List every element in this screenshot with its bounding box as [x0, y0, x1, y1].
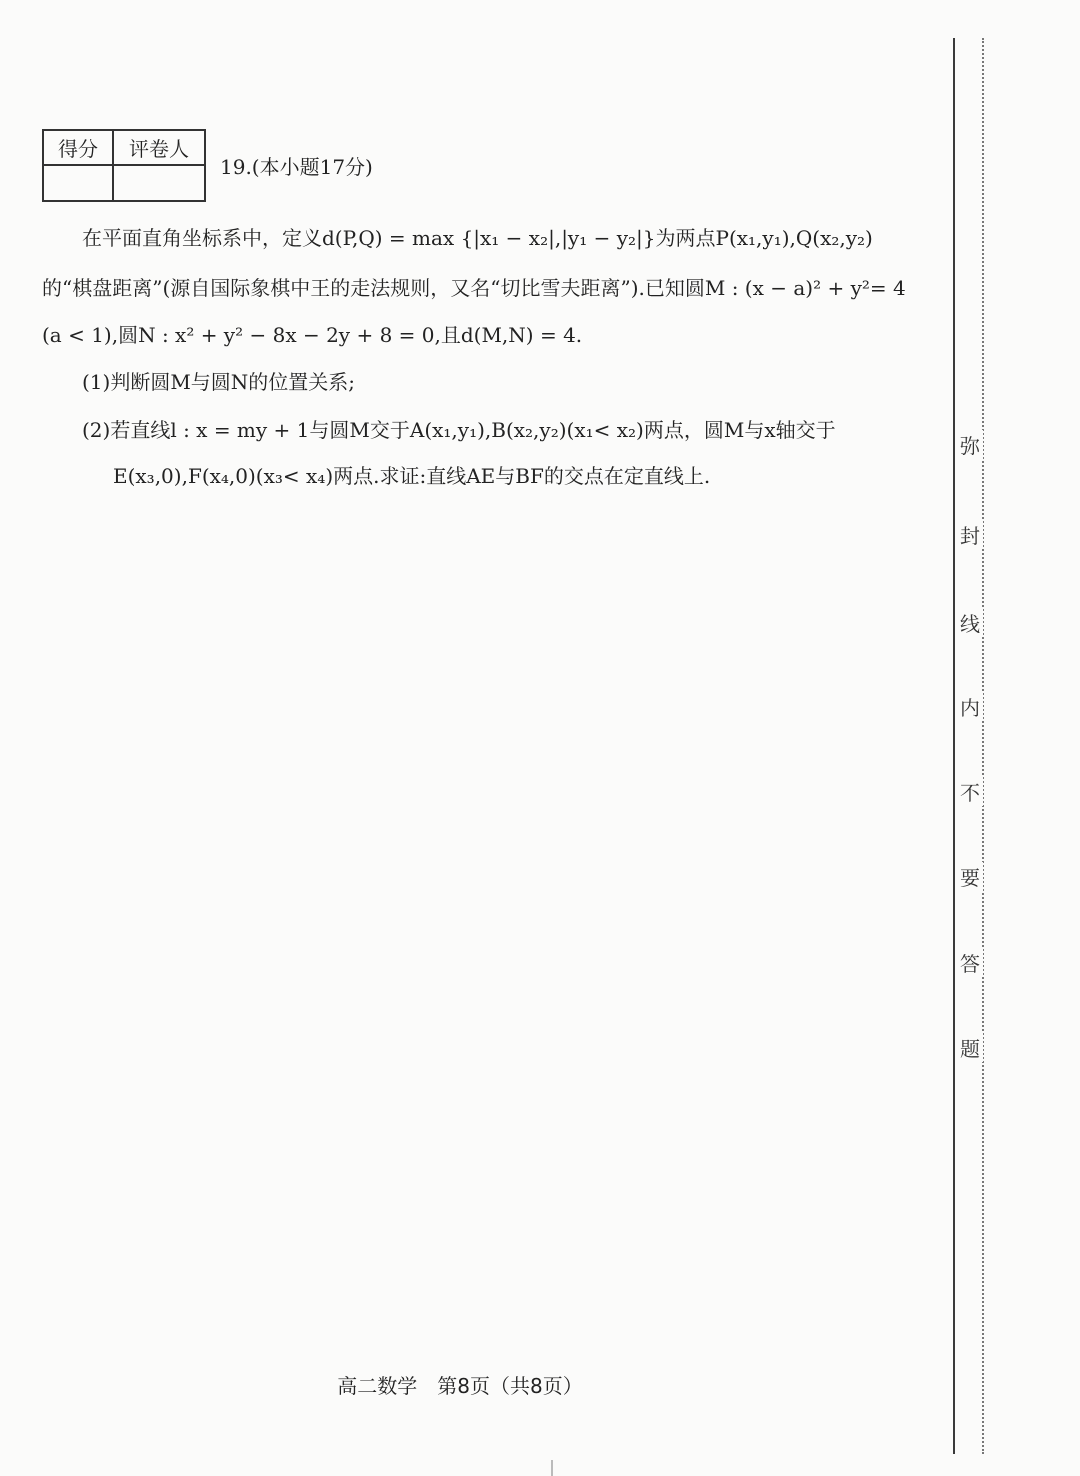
seal-char: 不: [957, 777, 983, 806]
seal-char: 线: [957, 608, 983, 637]
grader-cell[interactable]: [113, 165, 205, 201]
seal-char: 答: [957, 948, 983, 977]
score-cell[interactable]: [43, 165, 113, 201]
sub-question-2-continued: E(x₃,0),F(x₄,0)(x₃< x₄)两点.求证:直线AE与BF的交点在定直线上.: [113, 464, 711, 488]
question-line-1: 在平面直角坐标系中，定义d(P,Q) = max {|x₁ − x₂|,|y₁ − y₂|}为两点P(x₁,y₁),Q(x₂,y₂): [82, 226, 873, 250]
binding-line: [953, 38, 955, 1454]
question-line-2: 的“棋盘距离”(源自国际象棋中王的走法规则，又名“切比雪夫距离”).已知圆M : (x − a)² + y²= 4: [42, 276, 906, 300]
score-header: 得分: [43, 130, 113, 165]
sub-question-1: (1)判断圆M与圆N的位置关系;: [82, 370, 356, 394]
grader-header: 评卷人: [113, 130, 205, 165]
seal-char: 内: [957, 692, 983, 721]
score-table: [42, 129, 206, 202]
seal-char: 弥: [957, 430, 983, 459]
question-number: 19.(本小题17分): [220, 155, 373, 179]
binding-dotted-line: [982, 38, 984, 1454]
seal-char: 题: [957, 1033, 983, 1062]
seal-char: 要: [957, 862, 983, 891]
scan-mark: [551, 1460, 553, 1476]
page-footer: 高二数学 第8页（共8页）: [337, 1374, 583, 1398]
seal-char: 封: [957, 520, 983, 549]
question-line-3: (a < 1),圆N : x² + y² − 8x − 2y + 8 = 0,且d(M,N) = 4.: [42, 323, 583, 347]
sub-question-2: (2)若直线l : x = my + 1与圆M交于A(x₁,y₁),B(x₂,y₂)(x₁< x₂)两点，圆M与x轴交于: [82, 418, 836, 442]
